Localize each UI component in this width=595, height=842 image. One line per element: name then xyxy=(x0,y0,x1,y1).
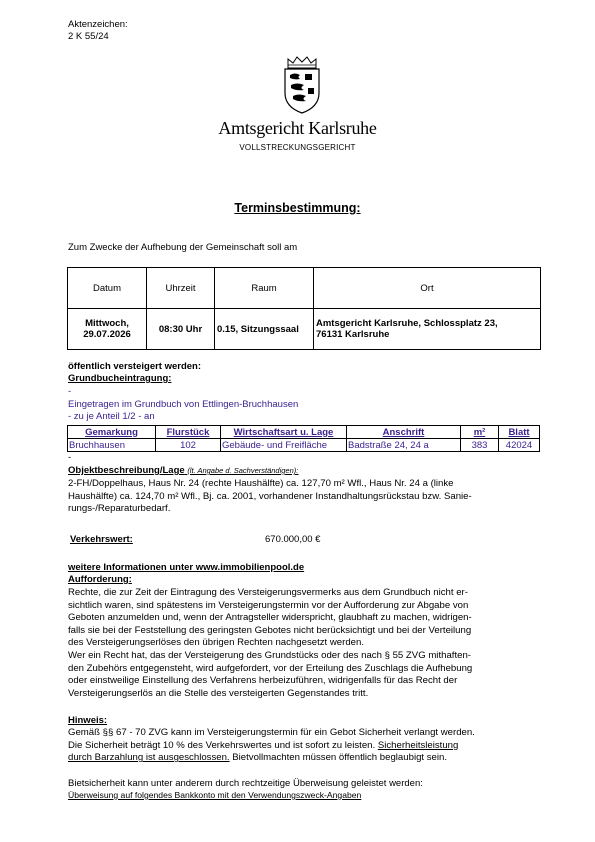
hinweis-line2-underlined: Sicherheitsleistung xyxy=(377,739,459,751)
court-subtitle: VOLLSTRECKUNGSGERICHT xyxy=(239,143,356,152)
aktenzeichen-label: Aktenzeichen: xyxy=(68,19,128,30)
grundbuch-dash: - xyxy=(68,386,72,397)
aufforderung-line: des Versteigerungserlöses den übrigen Rechten nachgesetzt werden. xyxy=(68,637,364,649)
parcel-wirtschaftsart: Gebäude- und Freifläche xyxy=(221,439,347,452)
termin-datum xyxy=(68,309,147,350)
verkehrswert-label: Verkehrswert: xyxy=(70,534,133,545)
aufforderung-line: oder einstweilige Einstellung des Verfahrens herbeizuführen, widrigenfalls für das Recht der xyxy=(68,675,458,687)
hinweis-line xyxy=(68,740,538,753)
hinweis-heading: Hinweis: xyxy=(68,715,108,726)
hinweis-line3-text: Bietvollmachten müssen öffentlich beglaubigt sein. xyxy=(229,752,448,764)
hinweis-line: Gemäß §§ 67 - 70 ZVG kann im Versteigerungstermin für ein Gebot Sicherheit verlangt werden. xyxy=(68,727,475,738)
parcel-gemarkung: Bruchhausen xyxy=(68,439,156,452)
termin-uhrzeit: 08:30 Uhr xyxy=(147,309,215,350)
table-row xyxy=(68,439,540,452)
termin-raum: 0.15, Sitzungssaal xyxy=(215,309,314,350)
aufforderung-line: Rechte, die zur Zeit der Eintragung des Versteigerungsvermerks aus dem Grundbuch nicht er- xyxy=(68,587,468,598)
hinweis-text xyxy=(68,727,538,765)
aufforderung-text xyxy=(68,587,538,700)
termin-header-datum: Datum xyxy=(68,268,147,309)
parcel-header-flurstueck: Flurstück xyxy=(156,426,221,439)
termin-ort xyxy=(314,309,541,350)
weitere-informationen-link[interactable]: weitere Informationen unter www.immobilienpool.de xyxy=(68,562,305,573)
termin-ort-line1: Amtsgericht Karlsruhe, Schlossplatz 23, xyxy=(316,318,498,329)
aufforderung-line: Geboten anzumelden und, wenn der Antragsteller widerspricht, glaubhaft zu machen, widrigen- xyxy=(68,612,472,624)
aktenzeichen-block xyxy=(68,19,128,43)
objekt-heading-note: (lt. Angabe d. Sachverständigen): xyxy=(187,466,299,475)
hinweis-line2-text: Die Sicherheit beträgt 10 % des Verkehrswertes und ist sofort zu leisten. xyxy=(68,739,378,751)
parcel-anschrift: Badstraße 24, 24 a xyxy=(347,439,461,452)
aufforderung-line: den Zubehörs entgegensteht, wird aufgefordert, vor der Erteilung des Zuschlags die Aufhebung xyxy=(68,662,473,674)
ueberweisung-text: Überweisung auf folgendes Bankkonto mit den Verwendungszweck-Angaben xyxy=(68,790,362,800)
hinweis-line xyxy=(68,752,538,765)
termin-ort-line2: 76131 Karlsruhe xyxy=(316,329,390,340)
intro-text: Zum Zwecke der Aufhebung der Gemeinschaft soll am xyxy=(68,242,298,253)
parcel-flurstueck: 102 xyxy=(156,439,221,452)
aktenzeichen-value: 2 K 55/24 xyxy=(68,31,109,42)
aufforderung-line: falls sie bei der Feststellung des geringsten Gebotes nicht berücksichtigt und bei der Verteilung xyxy=(68,624,472,636)
coat-of-arms-icon xyxy=(279,55,325,115)
termin-data-row xyxy=(68,309,541,350)
parcel-header-blatt: Blatt xyxy=(499,426,540,439)
parcel-flaeche: 383 xyxy=(461,439,499,452)
grundbuch-dash-after: - xyxy=(68,452,72,463)
bietsicherheit-text: Bietsicherheit kann unter anderem durch rechtzeitige Überweisung geleistet werden: xyxy=(68,778,423,789)
termin-datum-weekday: Mittwoch, xyxy=(85,318,129,329)
versteigert-text: öffentlich versteigert werden: xyxy=(68,361,202,372)
grundbuch-anteil: - zu je Anteil 1/2 - an xyxy=(68,411,155,422)
aufforderung-heading: Aufforderung: xyxy=(68,574,132,585)
hinweis-line3-underlined: durch Barzahlung ist ausgeschlossen. xyxy=(68,752,230,764)
grundbuch-heading: Grundbucheintragung: xyxy=(68,373,172,384)
grundbuch-eingetragen: Eingetragen im Grundbuch von Ettlingen-Bruchhausen xyxy=(68,399,299,410)
parcel-header-anschrift: Anschrift xyxy=(347,426,461,439)
termin-header-row xyxy=(68,268,541,309)
termin-header-raum: Raum xyxy=(215,268,314,309)
objekt-heading-label: Objektbeschreibung/Lage xyxy=(68,465,185,476)
document-title: Terminsbestimmung: xyxy=(234,201,361,215)
termin-header-ort: Ort xyxy=(314,268,541,309)
termin-table xyxy=(67,267,541,350)
court-name: Amtsgericht Karlsruhe xyxy=(218,118,377,138)
objekt-heading xyxy=(68,465,298,477)
parcel-blatt: 42024 xyxy=(499,439,540,452)
parcel-header-flaeche: m² xyxy=(461,426,499,439)
termin-datum-date: 29.07.2026 xyxy=(83,329,131,340)
objekt-line: Haushälfte) ca. 124,70 m² Wfl., Bj. ca. 2001, vorhandener Instandhaltungsrückstau bzw. Sanie- xyxy=(68,490,472,502)
objekt-line: 2-FH/Doppelhaus, Haus Nr. 24 (rechte Haushälfte) ca. 127,70 m² Wfl., Haus Nr. 24 a (linke xyxy=(68,478,454,489)
parcel-header-row xyxy=(68,426,540,439)
aufforderung-line: Versteigerungserlös an die Stelle des versteigerten Gegenstandes tritt. xyxy=(68,687,369,699)
parcel-header-gemarkung: Gemarkung xyxy=(68,426,156,439)
termin-header-uhrzeit: Uhrzeit xyxy=(147,268,215,309)
objekt-line: rungs-/Reparaturbedarf. xyxy=(68,503,171,515)
parcel-table xyxy=(67,425,540,452)
aufforderung-line: Wer ein Recht hat, das der Versteigerung des Grundstücks oder des nach § 55 ZVG mithaften- xyxy=(68,649,471,661)
objekt-description xyxy=(68,478,533,516)
verkehrswert-value: 670.000,00 € xyxy=(265,534,321,545)
parcel-header-wirtschaftsart: Wirtschaftsart u. Lage xyxy=(221,426,347,439)
aufforderung-line: sichtlich waren, sind spätestens im Versteigerungstermin vor der Aufforderung zur Abgabe von xyxy=(68,599,469,611)
